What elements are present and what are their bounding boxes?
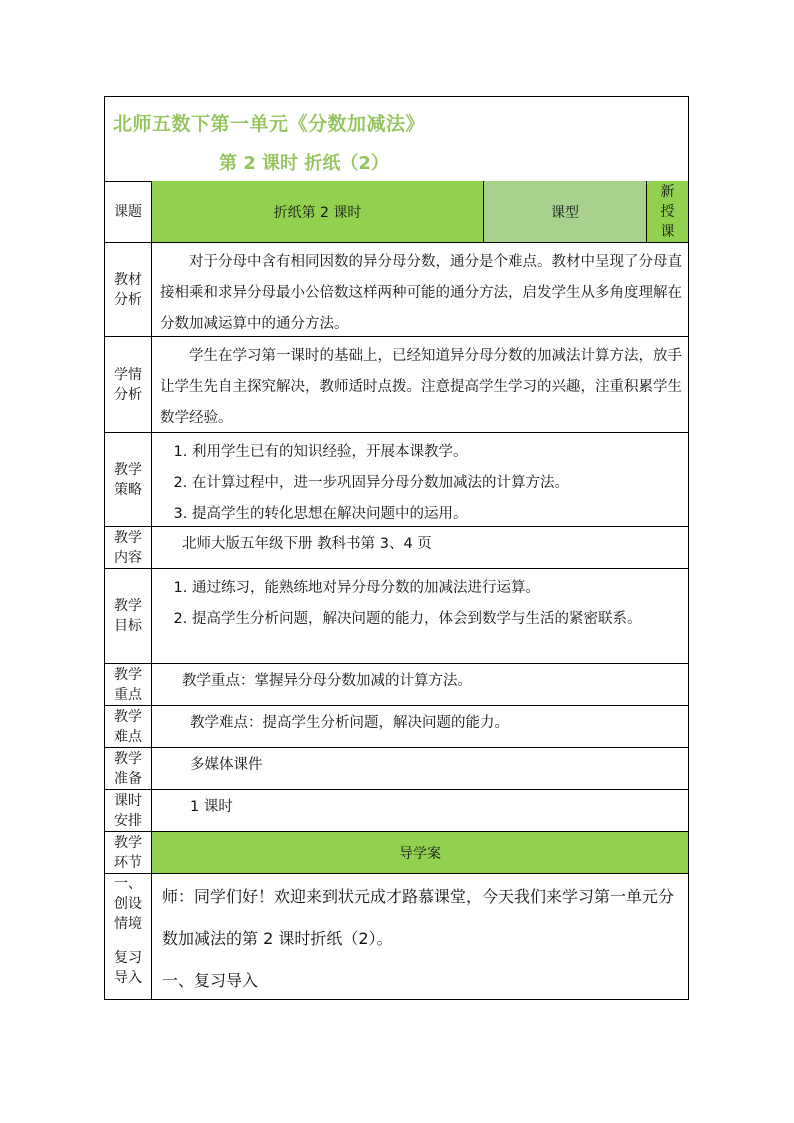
key-points-text: 教学重点：掌握异分母分数加减的计算方法。	[182, 673, 472, 689]
row-label: 教学 重点	[105, 664, 152, 705]
stages-row	[105, 832, 688, 874]
section-heading: 一、复习导入	[162, 971, 259, 990]
goals-list	[152, 569, 688, 663]
row-label: 教学 策略	[105, 433, 152, 526]
list-item: 2. 在计算过程中，进一步巩固异分母分数加减法的计算方法。	[192, 468, 682, 499]
strategy-list	[152, 433, 688, 526]
key-points-row	[105, 664, 688, 706]
row-label: 教学 难点	[105, 706, 152, 747]
type-label: 课型	[484, 181, 647, 242]
goals-row	[105, 569, 688, 664]
topic-value: 折纸第 2 课时	[152, 181, 484, 242]
row-label: 课题	[105, 181, 152, 242]
textbook-analysis-row	[105, 243, 688, 337]
row-label: 一、 创设 情境 复习 导入	[105, 874, 152, 999]
row-label: 教学 环节	[105, 832, 152, 873]
textbook-analysis-text: 对于分母中含有相同因数的异分母分数，通分是个难点。教材中呈现了分母直接相乘和求异分母最小公倍数这样两种可能的通分方法，启发学生从多角度理解在分数加减运算中的通分方法。	[160, 254, 682, 332]
content-text: 北师大版五年级下册 教科书第 3、4 页	[182, 536, 432, 552]
intro-row	[105, 874, 688, 999]
row-label: 教材 分析	[105, 243, 152, 336]
content-row	[105, 527, 688, 569]
difficulties-text: 教学难点：提高学生分析问题，解决问题的能力。	[190, 715, 509, 731]
type-value: 新授课	[647, 181, 688, 242]
student-analysis-row	[105, 337, 688, 433]
schedule-text: 1 课时	[190, 799, 233, 815]
row-label: 课时 安排	[105, 790, 152, 831]
row-label: 教学 目标	[105, 569, 152, 663]
row-label: 学情 分析	[105, 337, 152, 432]
student-analysis-text: 学生在学习第一课时的基础上，已经知道异分母分数的加减法计算方法，放手让学生先自主探究解决，教师适时点拨。注意提高学生学习的兴趣，注重积累学生数学经验。	[160, 348, 682, 426]
list-item: 3. 提高学生的转化思想在解决问题中的运用。	[192, 499, 682, 530]
row-label: 教学 准备	[105, 748, 152, 789]
document-title-block	[105, 97, 688, 182]
teacher-greeting: 师：同学们好！欢迎来到状元成才路慕课堂，今天我们来学习第一单元分数加减法的第 2 课时折纸（2）。	[162, 887, 675, 948]
preparation-row	[105, 748, 688, 790]
list-item: 2. 提高学生分析问题，解决问题的能力，体会到数学与生活的紧密联系。	[192, 604, 682, 635]
list-item: 1. 通过练习，能熟练地对异分母分数的加减法进行运算。	[192, 573, 682, 604]
topic-row	[105, 181, 688, 243]
document-title: 北师五数下第一单元《分数加减法》	[113, 113, 426, 135]
preparation-text: 多媒体课件	[190, 757, 263, 773]
difficulties-row	[105, 706, 688, 748]
row-label: 教学 内容	[105, 527, 152, 568]
list-item: 1. 利用学生已有的知识经验，开展本课教学。	[192, 437, 682, 468]
schedule-row	[105, 790, 688, 832]
lesson-subtitle: 第 2 课时 折纸（2）	[219, 153, 389, 174]
stages-header: 导学案	[152, 832, 688, 873]
strategy-row	[105, 433, 688, 527]
lesson-plan-table	[104, 96, 689, 1000]
intro-text	[152, 874, 688, 999]
